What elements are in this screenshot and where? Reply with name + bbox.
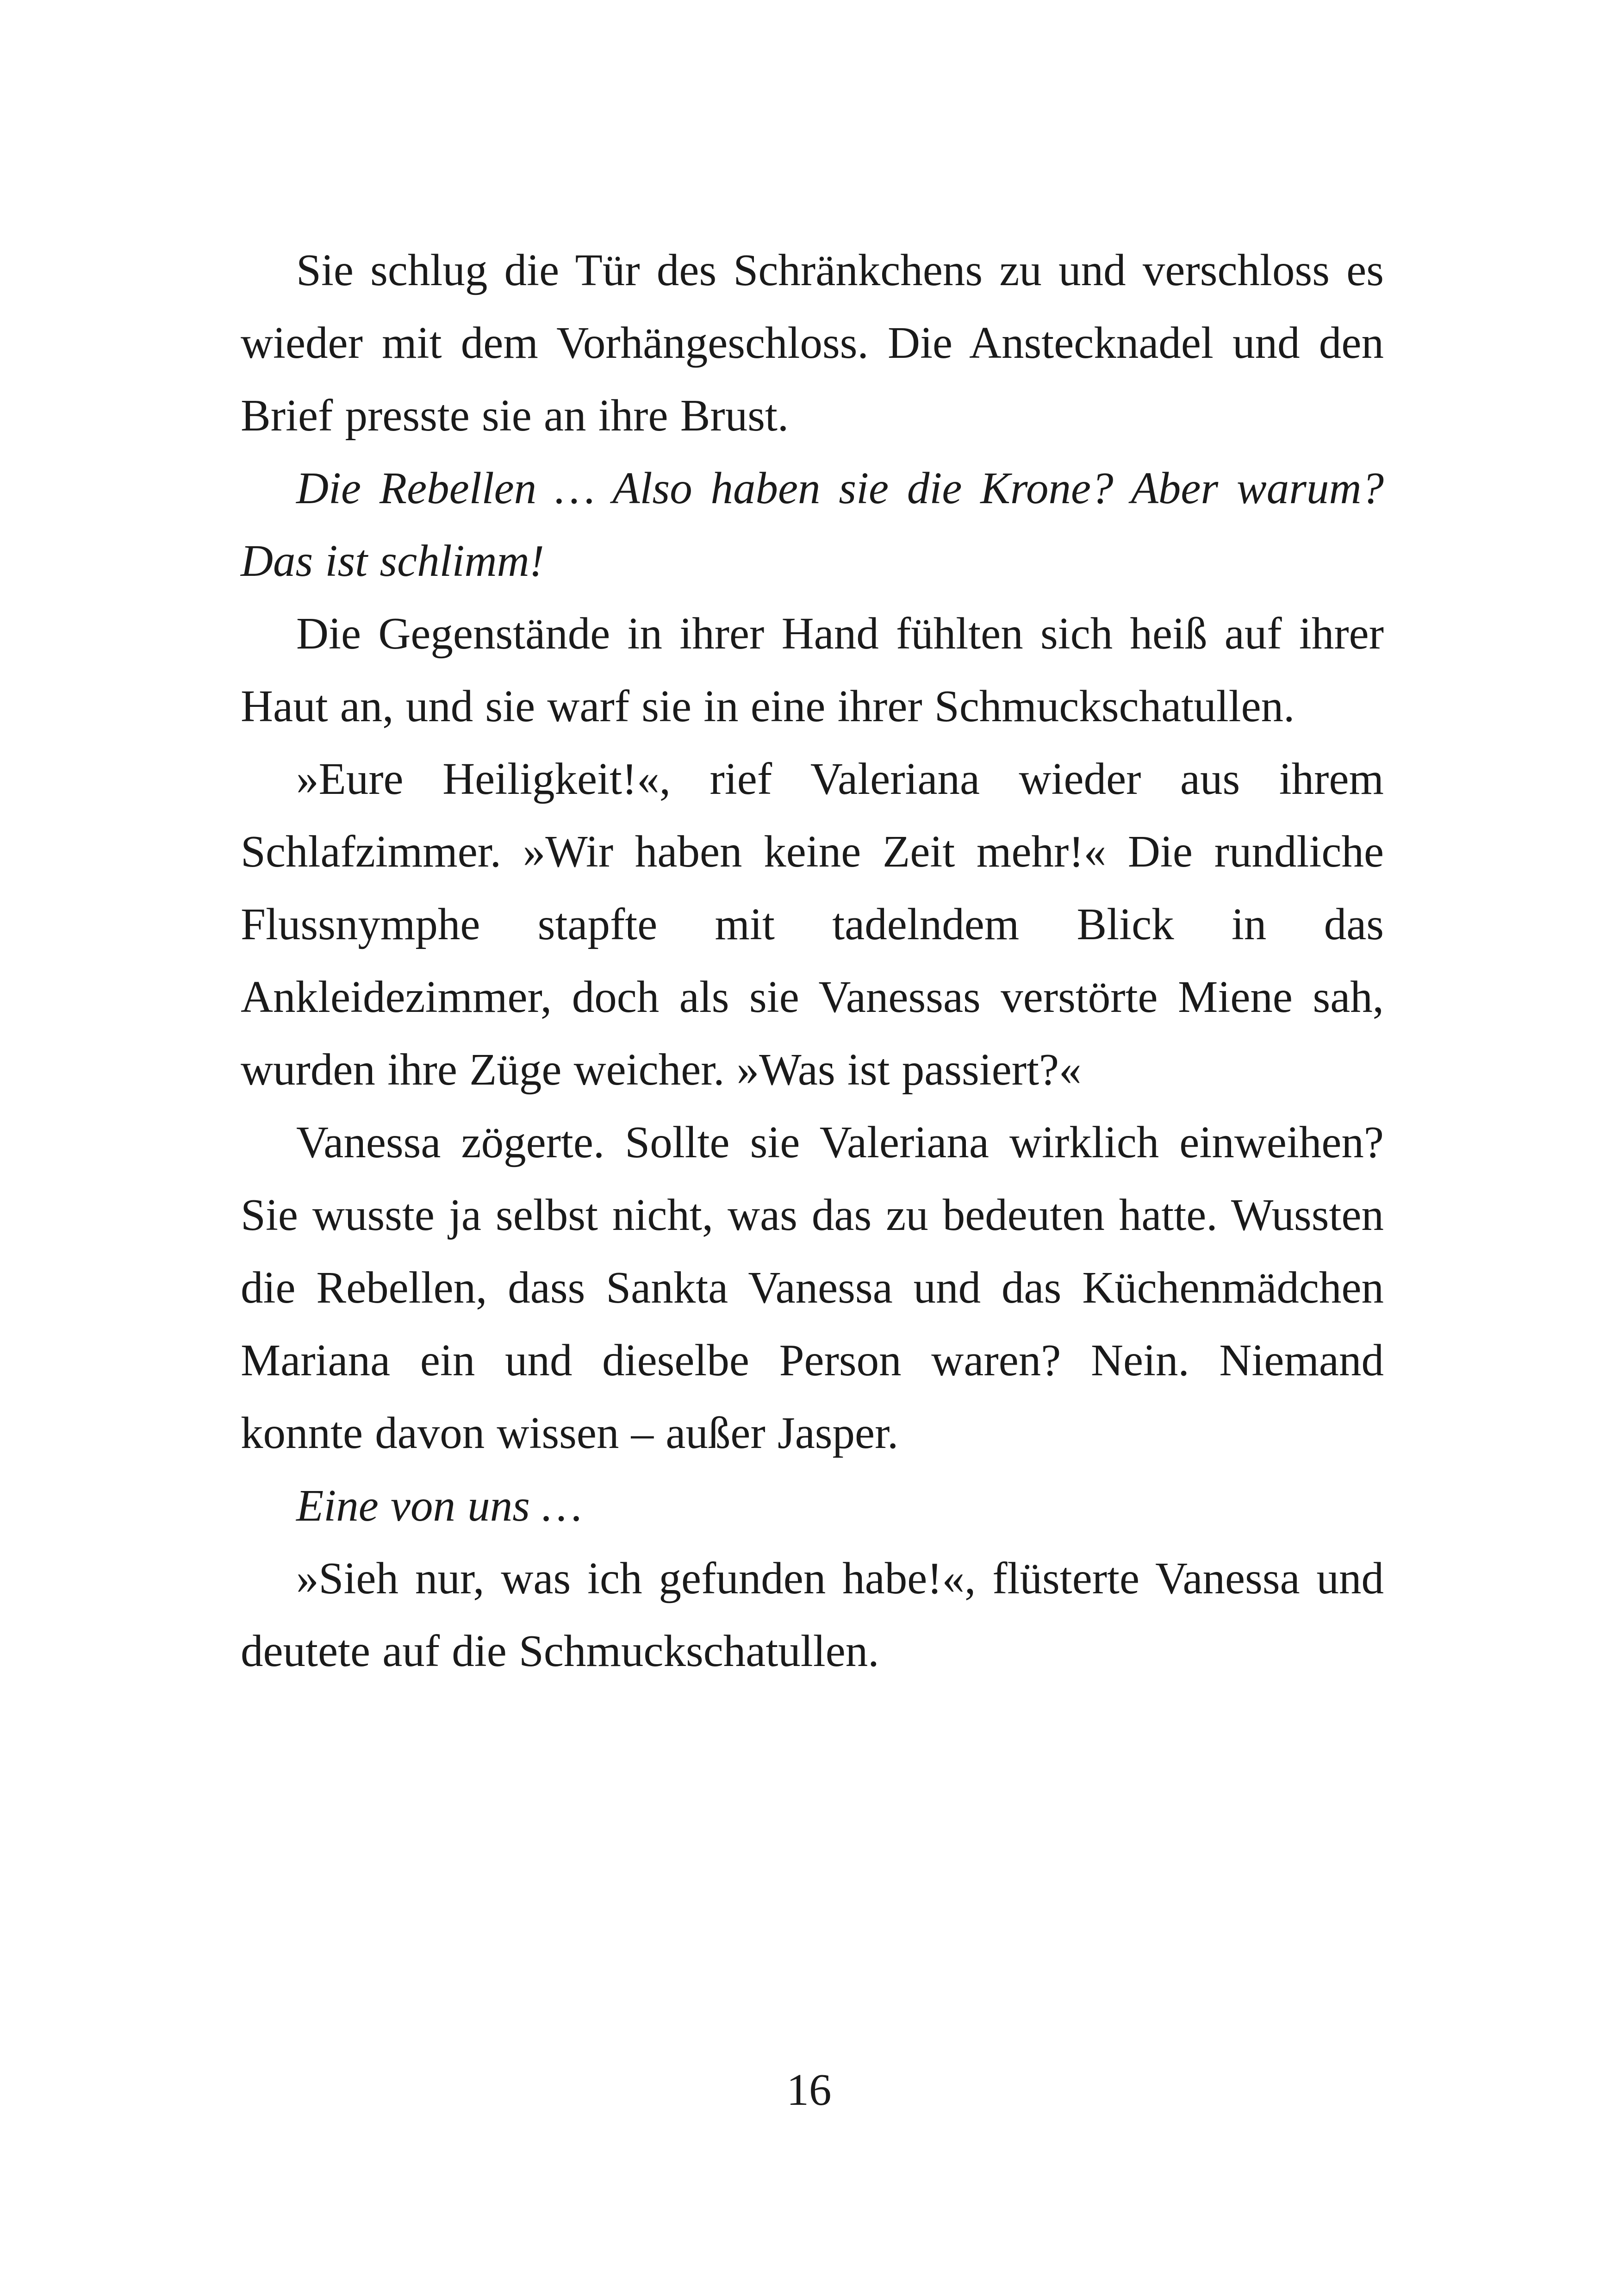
- page-number: 16: [786, 2065, 832, 2115]
- paragraph: »Eure Heiligkeit!«, rief Valeriana wieder aus ihrem Schlafzimmer. »Wir haben keine Zeit mehr!« Die rundliche Flussnymphe stapfte mit tadelndem Blick in das Ankleidezimmer, doch als sie Vanessas verstörte Miene sah, wurden ihre Züge weicher. »Was ist passiert?«: [241, 754, 1384, 1094]
- paragraph: »Sieh nur, was ich gefunden habe!«, flüsterte Vanessa und deutete auf die Schmuckschatullen.: [241, 1554, 1384, 1676]
- paragraph: Vanessa zögerte. Sollte sie Valeriana wirklich einweihen? Sie wusste ja selbst nicht, was das zu bedeuten hatte. Wussten die Rebellen, dass Sankta Vanessa und das Küchenmädchen Mariana ein und dieselbe Person waren? Nein. Niemand konnte davon wissen – außer Jasper.: [241, 1117, 1384, 1458]
- body-text: [241, 234, 1384, 1687]
- paragraph-italic-thought: Die Rebellen … Also haben sie die Krone? Aber warum? Das ist schlimm!: [241, 463, 1384, 586]
- paragraph: Sie schlug die Tür des Schränkchens zu und verschloss es wieder mit dem Vorhängeschloss. Die Anstecknadel und den Brief presste sie an ihre Brust.: [241, 245, 1384, 440]
- paragraph-italic-thought: Eine von uns …: [296, 1481, 582, 1530]
- paragraph: Die Gegenstände in ihrer Hand fühlten sich heiß auf ihrer Haut an, und sie warf sie in eine ihrer Schmuckschatullen.: [241, 609, 1384, 731]
